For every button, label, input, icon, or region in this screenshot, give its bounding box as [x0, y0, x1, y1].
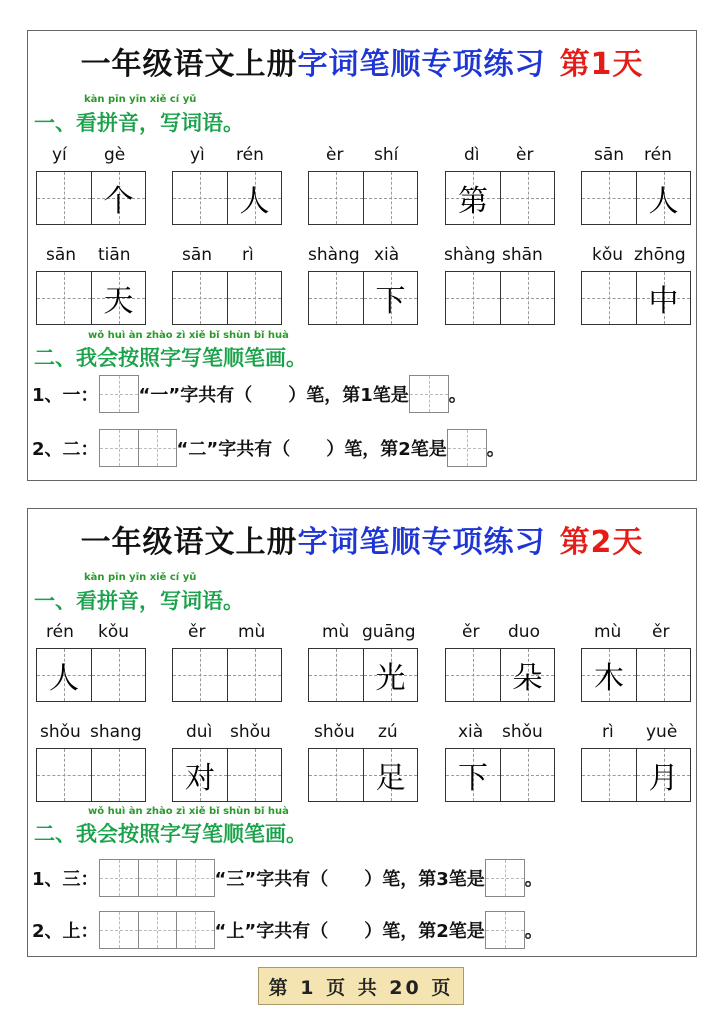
grid-cell[interactable] — [500, 749, 554, 801]
writing-grid[interactable] — [308, 171, 418, 225]
given-char: 月 — [648, 761, 679, 796]
given-char — [228, 649, 281, 701]
grid-cell[interactable] — [100, 912, 138, 948]
pinyin-1: sān — [182, 245, 213, 265]
question-2 — [32, 429, 505, 467]
grid-cell[interactable] — [176, 860, 214, 896]
given-char: 人 — [239, 184, 270, 219]
question-2 — [32, 911, 543, 949]
grid-cell[interactable] — [173, 749, 227, 801]
grid-cell[interactable] — [138, 430, 176, 466]
writing-grid[interactable] — [445, 648, 555, 702]
pinyin-1: rì — [602, 722, 614, 742]
given-char — [637, 649, 690, 701]
grid-cell[interactable] — [227, 272, 281, 324]
question-prefix: 2、上： — [32, 921, 99, 942]
answer-grid[interactable] — [447, 429, 487, 467]
writing-grid[interactable] — [308, 271, 418, 325]
pinyin-1: mù — [594, 622, 622, 642]
pinyin-2: rì — [242, 245, 254, 265]
question-text: “一”字共有（ ）笔，第1笔是 — [138, 385, 409, 406]
pinyin-1: ěr — [188, 622, 206, 642]
pinyin-2: shān — [502, 245, 543, 265]
pinyin-2: rén — [236, 145, 264, 165]
writing-grid[interactable] — [172, 271, 282, 325]
pinyin-1: duì — [186, 722, 213, 742]
pinyin-2: ěr — [652, 622, 670, 642]
title-grade: 一年级语文上册 — [80, 47, 298, 82]
pinyin-2: zhōng — [634, 245, 686, 265]
writing-grid[interactable] — [308, 748, 418, 802]
grid-cell[interactable] — [37, 272, 91, 324]
title-grade: 一年级语文上册 — [80, 525, 298, 560]
day1-worksheet — [27, 30, 697, 481]
grid-cell[interactable] — [91, 272, 145, 324]
pinyin-1: sān — [46, 245, 77, 265]
question-text: “上”字共有（ ）笔，第2笔是 — [214, 921, 485, 942]
given-char — [228, 749, 281, 801]
grid-cell[interactable] — [173, 172, 227, 224]
grid-cell[interactable] — [176, 912, 214, 948]
writing-grid[interactable] — [36, 271, 146, 325]
writing-grid[interactable] — [445, 171, 555, 225]
given-char — [37, 272, 91, 324]
given-char: 木 — [594, 661, 624, 696]
grid-cell[interactable] — [227, 172, 281, 224]
given-char: 下 — [458, 761, 488, 796]
grid-cell[interactable] — [91, 172, 145, 224]
stroke-grid[interactable] — [99, 429, 177, 467]
question-text: “三”字共有（ ）笔，第3笔是 — [214, 869, 485, 890]
given-char — [309, 749, 363, 801]
grid-cell[interactable] — [582, 649, 636, 701]
given-char: 第 — [458, 184, 488, 219]
question-prefix: 1、一： — [32, 385, 99, 406]
grid-cell[interactable] — [446, 272, 500, 324]
pinyin-1: dì — [464, 145, 480, 165]
question-end: 。 — [524, 921, 543, 942]
grid-cell[interactable] — [173, 649, 227, 701]
section2-pinyin: wǒ huì àn zhào zì xiě bǐ shùn bǐ huà — [88, 330, 289, 341]
writing-grid[interactable] — [445, 271, 555, 325]
given-char — [501, 272, 554, 324]
pinyin-1: shǒu — [40, 722, 81, 742]
given-char — [92, 649, 145, 701]
grid-cell[interactable] — [37, 649, 91, 701]
stroke-grid[interactable] — [99, 375, 139, 413]
page-indicator: 第 1 页 共 20 页 — [258, 967, 464, 1005]
question-1 — [32, 375, 467, 413]
pinyin-2: kǒu — [98, 622, 130, 642]
given-char — [501, 172, 554, 224]
pinyin-1: mù — [322, 622, 350, 642]
given-char — [173, 272, 227, 324]
writing-grid[interactable] — [581, 748, 691, 802]
grid-cell[interactable] — [500, 172, 554, 224]
writing-grid[interactable] — [172, 748, 282, 802]
answer-grid[interactable] — [485, 911, 525, 949]
writing-grid[interactable] — [36, 748, 146, 802]
given-char — [446, 649, 500, 701]
question-1 — [32, 859, 543, 897]
given-char: 对 — [185, 761, 215, 796]
writing-grid[interactable] — [581, 271, 691, 325]
question-end: 。 — [448, 385, 467, 406]
pinyin-1: yí — [52, 145, 67, 165]
grid-cell[interactable] — [91, 749, 145, 801]
question-end: 。 — [524, 869, 543, 890]
worksheet-title — [28, 39, 696, 85]
grid-cell[interactable] — [309, 749, 363, 801]
grid-cell[interactable] — [363, 272, 417, 324]
title-topic: 字词笔顺专项练习 — [297, 47, 546, 82]
grid-cell[interactable] — [37, 172, 91, 224]
grid-cell[interactable] — [227, 749, 281, 801]
pinyin-1: shàng — [444, 245, 496, 265]
grid-cell[interactable] — [636, 649, 690, 701]
writing-grid[interactable] — [308, 648, 418, 702]
pinyin-2: tiān — [98, 245, 131, 265]
section2-heading: 二、我会按照字写笔顺笔画。 — [34, 346, 307, 370]
pinyin-1: rén — [46, 622, 74, 642]
pinyin-2: guāng — [362, 622, 416, 642]
given-char — [173, 649, 227, 701]
pinyin-2: duo — [508, 622, 540, 642]
given-char — [37, 749, 91, 801]
worksheet-title — [28, 517, 696, 563]
grid-cell[interactable] — [636, 272, 690, 324]
grid-cell[interactable] — [363, 649, 417, 701]
pinyin-1: kǒu — [592, 245, 624, 265]
given-char — [501, 749, 554, 801]
given-char: 中 — [648, 284, 679, 319]
given-char: 人 — [49, 661, 79, 696]
grid-cell[interactable] — [500, 272, 554, 324]
question-prefix: 2、二： — [32, 439, 99, 460]
grid-cell[interactable] — [173, 272, 227, 324]
pinyin-2: zú — [378, 722, 398, 742]
grid-cell[interactable] — [636, 749, 690, 801]
given-char — [582, 749, 636, 801]
given-char: 下 — [375, 284, 406, 319]
given-char — [228, 272, 281, 324]
grid-cell[interactable] — [138, 860, 176, 896]
given-char — [364, 172, 417, 224]
grid-cell[interactable] — [37, 749, 91, 801]
grid-cell[interactable] — [100, 860, 138, 896]
grid-cell[interactable] — [309, 649, 363, 701]
pinyin-2: shǒu — [502, 722, 543, 742]
given-char — [309, 272, 363, 324]
pinyin-2: rén — [644, 145, 672, 165]
grid-cell[interactable] — [91, 649, 145, 701]
grid-cell[interactable] — [582, 172, 636, 224]
pinyin-1: ěr — [462, 622, 480, 642]
grid-cell[interactable] — [486, 912, 524, 948]
grid-cell[interactable] — [363, 749, 417, 801]
given-char — [309, 649, 363, 701]
grid-cell[interactable] — [227, 649, 281, 701]
given-char: 光 — [375, 661, 406, 696]
given-char: 足 — [375, 761, 406, 796]
grid-cell[interactable] — [486, 860, 524, 896]
grid-cell[interactable] — [363, 172, 417, 224]
given-char — [446, 272, 500, 324]
grid-cell[interactable] — [446, 749, 500, 801]
given-char — [92, 749, 145, 801]
pinyin-2: mù — [238, 622, 266, 642]
pinyin-2: gè — [104, 145, 126, 165]
pinyin-1: shǒu — [314, 722, 355, 742]
writing-grid[interactable] — [581, 171, 691, 225]
pinyin-1: sān — [594, 145, 625, 165]
pinyin-2: shí — [374, 145, 399, 165]
grid-cell[interactable] — [448, 430, 486, 466]
writing-grid[interactable] — [36, 648, 146, 702]
given-char — [37, 172, 91, 224]
section1-heading: 一、看拼音，写词语。 — [34, 111, 244, 135]
grid-cell[interactable] — [636, 172, 690, 224]
pinyin-2: shǒu — [230, 722, 271, 742]
answer-grid[interactable] — [485, 859, 525, 897]
answer-grid[interactable] — [409, 375, 449, 413]
grid-cell[interactable] — [100, 430, 138, 466]
title-day: 第2天 — [559, 525, 644, 560]
pinyin-2: yuè — [646, 722, 678, 742]
stroke-grid[interactable] — [99, 859, 215, 897]
section2-pinyin: wǒ huì àn zhào zì xiě bǐ shùn bǐ huà — [88, 806, 289, 817]
given-char — [309, 172, 363, 224]
pinyin-1: xià — [458, 722, 484, 742]
title-topic: 字词笔顺专项练习 — [297, 525, 546, 560]
grid-cell[interactable] — [582, 749, 636, 801]
given-char: 天 — [103, 284, 134, 319]
grid-cell[interactable] — [410, 376, 448, 412]
title-day: 第1天 — [559, 47, 644, 82]
day2-worksheet — [27, 508, 697, 957]
given-char: 人 — [648, 184, 679, 219]
section1-pinyin: kàn pīn yīn xiě cí yǔ — [84, 572, 197, 583]
section1-heading: 一、看拼音，写词语。 — [34, 589, 244, 613]
pinyin-1: èr — [326, 145, 344, 165]
section2-heading: 二、我会按照字写笔顺笔画。 — [34, 822, 307, 846]
writing-grid[interactable] — [581, 648, 691, 702]
grid-cell[interactable] — [100, 376, 138, 412]
question-text: “二”字共有（ ）笔，第2笔是 — [176, 439, 447, 460]
writing-grid[interactable] — [445, 748, 555, 802]
writing-grid[interactable] — [172, 648, 282, 702]
writing-grid[interactable] — [36, 171, 146, 225]
grid-cell[interactable] — [309, 172, 363, 224]
writing-grid[interactable] — [172, 171, 282, 225]
pinyin-2: xià — [374, 245, 400, 265]
given-char — [582, 172, 636, 224]
pinyin-1: shàng — [308, 245, 360, 265]
question-prefix: 1、三： — [32, 869, 99, 890]
given-char: 朵 — [512, 661, 543, 696]
section1-pinyin: kàn pīn yīn xiě cí yǔ — [84, 94, 197, 105]
stroke-grid[interactable] — [99, 911, 215, 949]
grid-cell[interactable] — [582, 272, 636, 324]
question-end: 。 — [486, 439, 505, 460]
grid-cell[interactable] — [309, 272, 363, 324]
given-char: 个 — [103, 184, 134, 219]
grid-cell[interactable] — [446, 649, 500, 701]
given-char — [582, 272, 636, 324]
pinyin-2: shang — [90, 722, 142, 742]
pinyin-2: èr — [516, 145, 534, 165]
pinyin-1: yì — [190, 145, 205, 165]
grid-cell[interactable] — [446, 172, 500, 224]
grid-cell[interactable] — [500, 649, 554, 701]
grid-cell[interactable] — [138, 912, 176, 948]
given-char — [173, 172, 227, 224]
